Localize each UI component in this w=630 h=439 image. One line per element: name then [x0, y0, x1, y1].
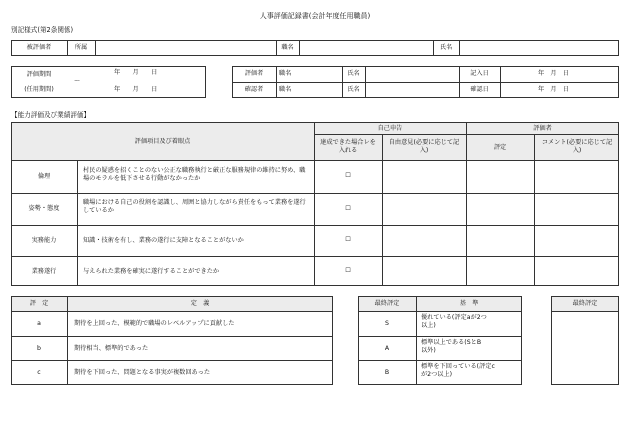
evaluator-name-field[interactable]	[366, 67, 458, 81]
eval-item-desc: 知識・技術を有し、業務の遂行に支障となることがないか	[83, 237, 244, 244]
achieved-checkbox[interactable]: ☐	[345, 236, 351, 243]
achieved-checkbox[interactable]: ☐	[345, 205, 351, 212]
comment-header: コメント(必要に応じて記入)	[541, 139, 613, 154]
grade-definition: 期待相当、標準的であった	[74, 345, 149, 352]
confirmer-name-field[interactable]	[366, 83, 458, 97]
final-grade-label: S	[385, 320, 389, 327]
eval-item-name: 姿勢・態度	[28, 205, 60, 212]
period-start-date[interactable]: 年 月 日	[114, 69, 158, 76]
confirmer-name-label: 氏名	[347, 86, 360, 93]
final-grade-label: B	[384, 369, 390, 376]
evaluator-label: 評価者	[244, 70, 264, 77]
final-rating-header: 最終評定	[374, 300, 400, 307]
final-grade-basis: 標準以上である(SとB以外)	[421, 339, 482, 354]
confirmer-title-label: 職名	[279, 86, 292, 93]
period-label: 評価期間	[26, 71, 52, 78]
document-title: 人事評価記録書(会計年度任用職員)	[259, 12, 371, 20]
eval-item-name: 倫理	[37, 173, 51, 180]
eval-item-desc: 村民の疑惑を招くことのない公正な職務執行と厳正な服務規律の維持に努め、職場のモラルを低下させる行動がなかったか	[83, 167, 306, 182]
title-field[interactable]	[300, 41, 432, 55]
final-grade-basis: 優れている(評定aが2つ以上)	[421, 314, 487, 329]
form-note: 別記様式(第2条関係)	[11, 26, 74, 34]
opinion-header: 自由意見(必要に応じて記入)	[388, 139, 460, 154]
eval-item-desc: 与えられた業務を確実に遂行することができたか	[83, 268, 220, 275]
period-end-date[interactable]: 年 月 日	[114, 86, 158, 93]
basis-header: 基 準	[459, 300, 479, 307]
achieved-header: 達成できた場合レを入れる	[320, 139, 376, 154]
final-rating-box-header: 最終評定	[572, 300, 598, 307]
item-header: 評価項目及び着眼点	[134, 138, 191, 145]
eval-item-name: 業務遂行	[31, 268, 57, 275]
achieved-checkbox[interactable]: ☐	[345, 172, 351, 179]
final-rating-field[interactable]	[552, 312, 618, 384]
confirm-date-label: 確認日	[470, 86, 489, 93]
achieved-checkbox[interactable]: ☐	[345, 267, 351, 274]
grade-label: b	[37, 345, 41, 352]
period-sublabel: (任用期間)	[24, 86, 54, 93]
confirm-date-field[interactable]: 年 月 日	[538, 86, 569, 93]
name-label: 氏名	[439, 44, 453, 51]
name-field[interactable]	[460, 41, 618, 55]
grade-definition: 期待を上回った、模範的で職場のレベルアップに貢献した	[74, 320, 235, 327]
eval-item-name: 実務能力	[31, 237, 57, 244]
title-label: 職名	[281, 44, 294, 51]
confirmer-label: 確認者	[244, 86, 264, 93]
grade-definition: 期待を下回った、問題となる事実が複数回あった	[74, 369, 211, 376]
dept-label: 所属	[74, 44, 88, 51]
entry-date-field[interactable]: 年 月 日	[538, 70, 569, 77]
evaluatee-label: 被評価者	[26, 44, 52, 51]
eval-item-desc: 職場における自己の役割を認識し、周囲と協力しながら責任をもって業務を遂行しているか	[83, 199, 306, 214]
final-grade-label: A	[384, 345, 390, 352]
rating-header: 評定	[493, 144, 507, 151]
entry-date-label: 記入日	[470, 70, 489, 77]
dept-field[interactable]	[96, 41, 275, 55]
section-title: 【能力評価及び業績評価】	[11, 111, 91, 119]
final-grade-basis: 標準を下回っている(評定cが2つ以上)	[421, 363, 495, 378]
rating-def-header: 評 定	[29, 300, 49, 307]
definition-header: 定 義	[190, 300, 210, 307]
grade-label: a	[37, 320, 41, 327]
grade-label: c	[37, 369, 41, 376]
evaluator-name-label: 氏名	[347, 70, 360, 77]
evaluator-title-label: 職名	[279, 70, 292, 77]
period-tilde: 〜	[74, 78, 81, 85]
self-report-header: 自己申告	[377, 125, 403, 132]
evaluator-header: 評価者	[533, 125, 552, 132]
